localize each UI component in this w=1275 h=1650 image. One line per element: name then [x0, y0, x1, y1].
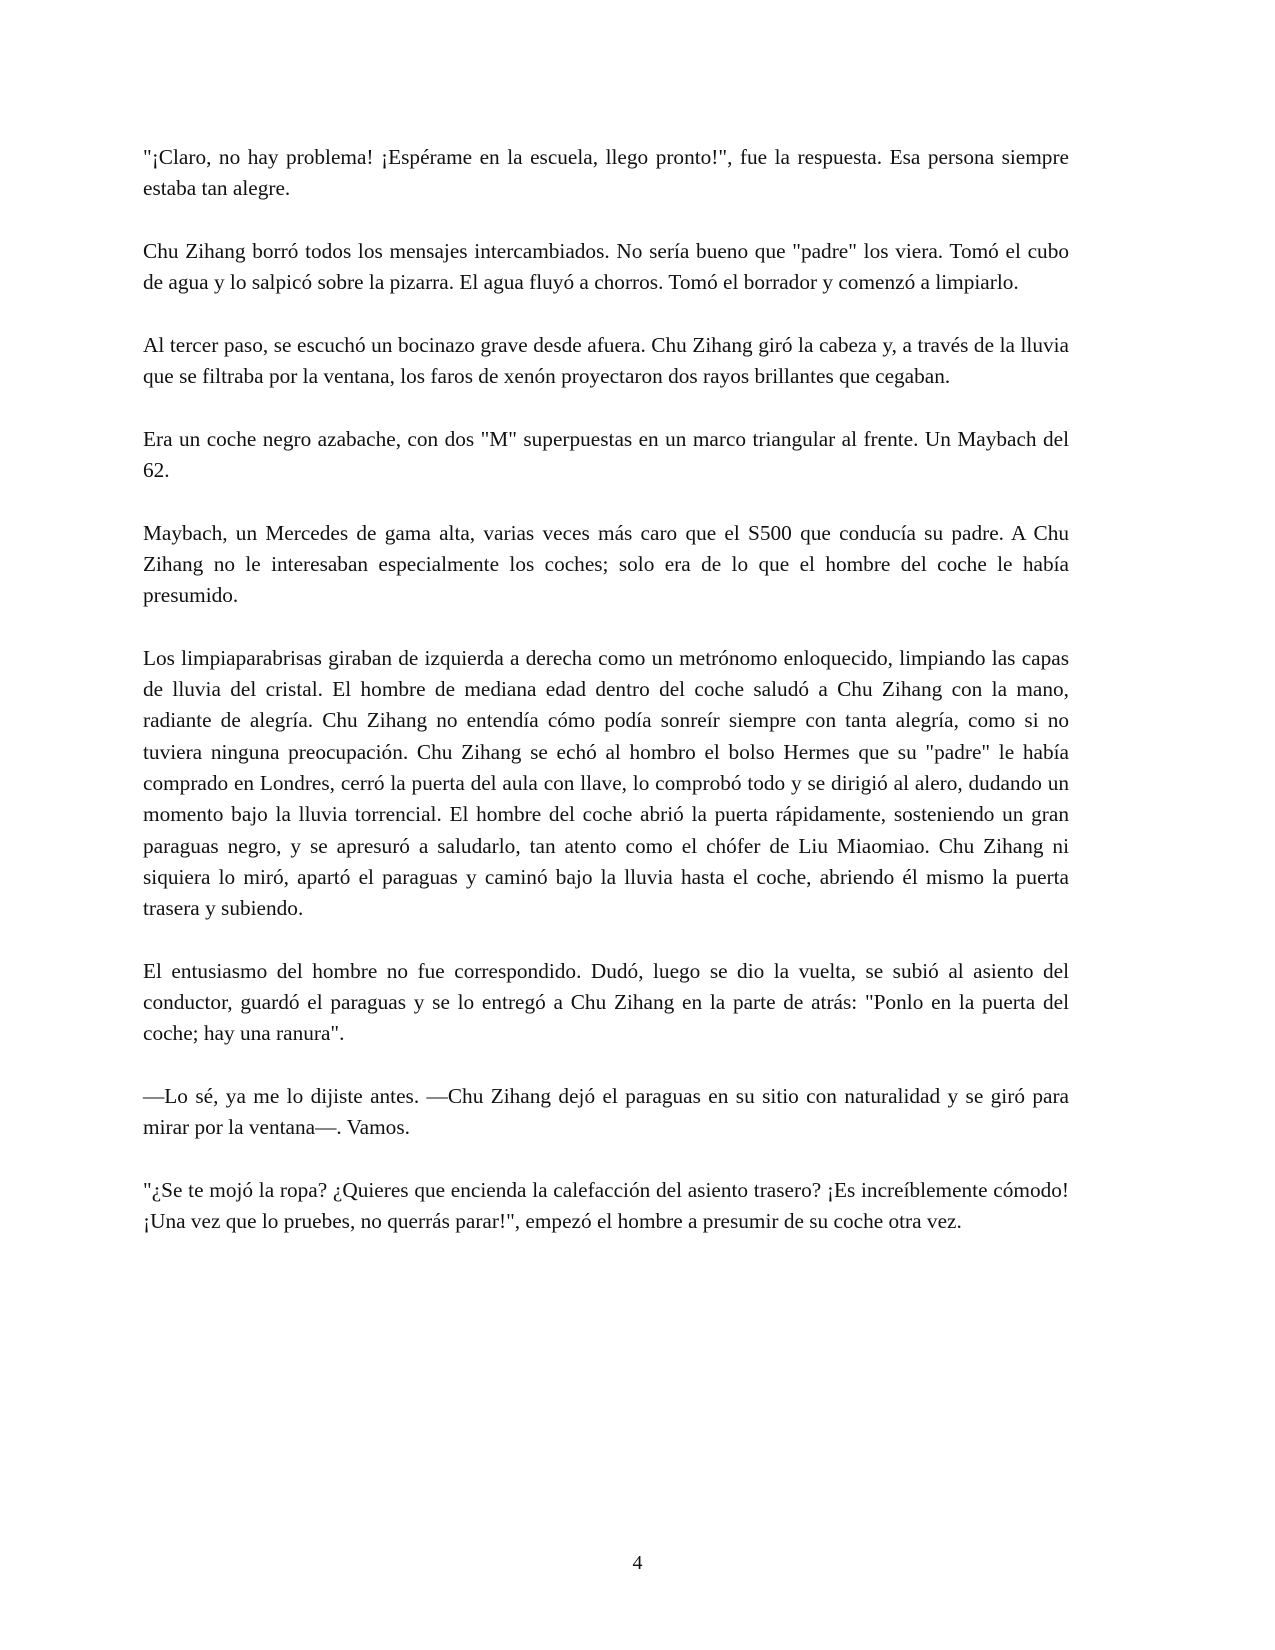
paragraph: Era un coche negro azabache, con dos "M" superpuestas en un marco triangular al frente. Un Maybach del 62.	[143, 426, 1069, 482]
paragraph: Los limpiaparabrisas giraban de izquierda a derecha como un metrónomo enloquecido, limpiando las capas de lluvia del cristal. El hombre de mediana edad dentro del coche saludó a Chu Zihang con la mano, radiante de alegría. Chu Zihang no entendía cómo podía sonreír siempre con tanta alegría, como si no tuviera ninguna preocupación. Chu Zihang se echó al hombro el bolso Hermes que su "padre" le había comprado en Londres, cerró la puerta del aula con llave, lo comprobó todo y se dirigió al alero, dudando un momento bajo la lluvia torrencial. El hombre del coche abrió la puerta rápidamente, sosteniendo un gran paraguas negro, y se apresuró a saludarlo, tan atento como el chófer de Liu Miaomiao. Chu Zihang ni siquiera lo miró, apartó el paraguas y caminó bajo la lluvia hasta el coche, abriendo él mismo la puerta trasera y subiendo.	[143, 645, 1069, 921]
paragraph: El entusiasmo del hombre no fue correspondido. Dudó, luego se dio la vuelta, se subió al asiento del conductor, guardó el paraguas y se lo entregó a Chu Zihang en la parte de atrás: "Ponlo en la puerta del coche; hay una ranura".	[143, 958, 1069, 1046]
paragraph: Al tercer paso, se escuchó un bocinazo grave desde afuera. Chu Zihang giró la cabeza y, a través de la lluvia que se filtraba por la ventana, los faros de xenón proyectaron dos rayos brillantes que cegaban.	[143, 332, 1069, 389]
paragraph: —Lo sé, ya me lo dijiste antes. —Chu Zihang dejó el paraguas en su sitio con naturalidad y se giró para mirar por la ventana—. Vamos.	[143, 1083, 1069, 1140]
page-number: 4	[632, 1552, 643, 1574]
paragraph: Chu Zihang borró todos los mensajes intercambiados. No sería bueno que "padre" los viera. Tomó el cubo de agua y lo salpicó sobre la pizarra. El agua fluyó a chorros. Tomó el borrador y comenzó a limpiarlo.	[143, 238, 1069, 295]
paragraph: Maybach, un Mercedes de gama alta, varias veces más caro que el S500 que conducía su padre. A Chu Zihang no le interesaban especialmente los coches; solo era de lo que el hombre del coche le había presumido.	[143, 520, 1069, 608]
page-body	[143, 142, 1069, 1269]
paragraph: "¿Se te mojó la ropa? ¿Quieres que encienda la calefacción del asiento trasero? ¡Es increíblemente cómodo! ¡Una vez que lo pruebes, no querrás parar!", empezó el hombre a presumir de su coche otra vez.	[143, 1177, 1069, 1234]
paragraph: "¡Claro, no hay problema! ¡Espérame en la escuela, llego pronto!", fue la respuesta. Esa persona siempre estaba tan alegre.	[143, 145, 1069, 201]
